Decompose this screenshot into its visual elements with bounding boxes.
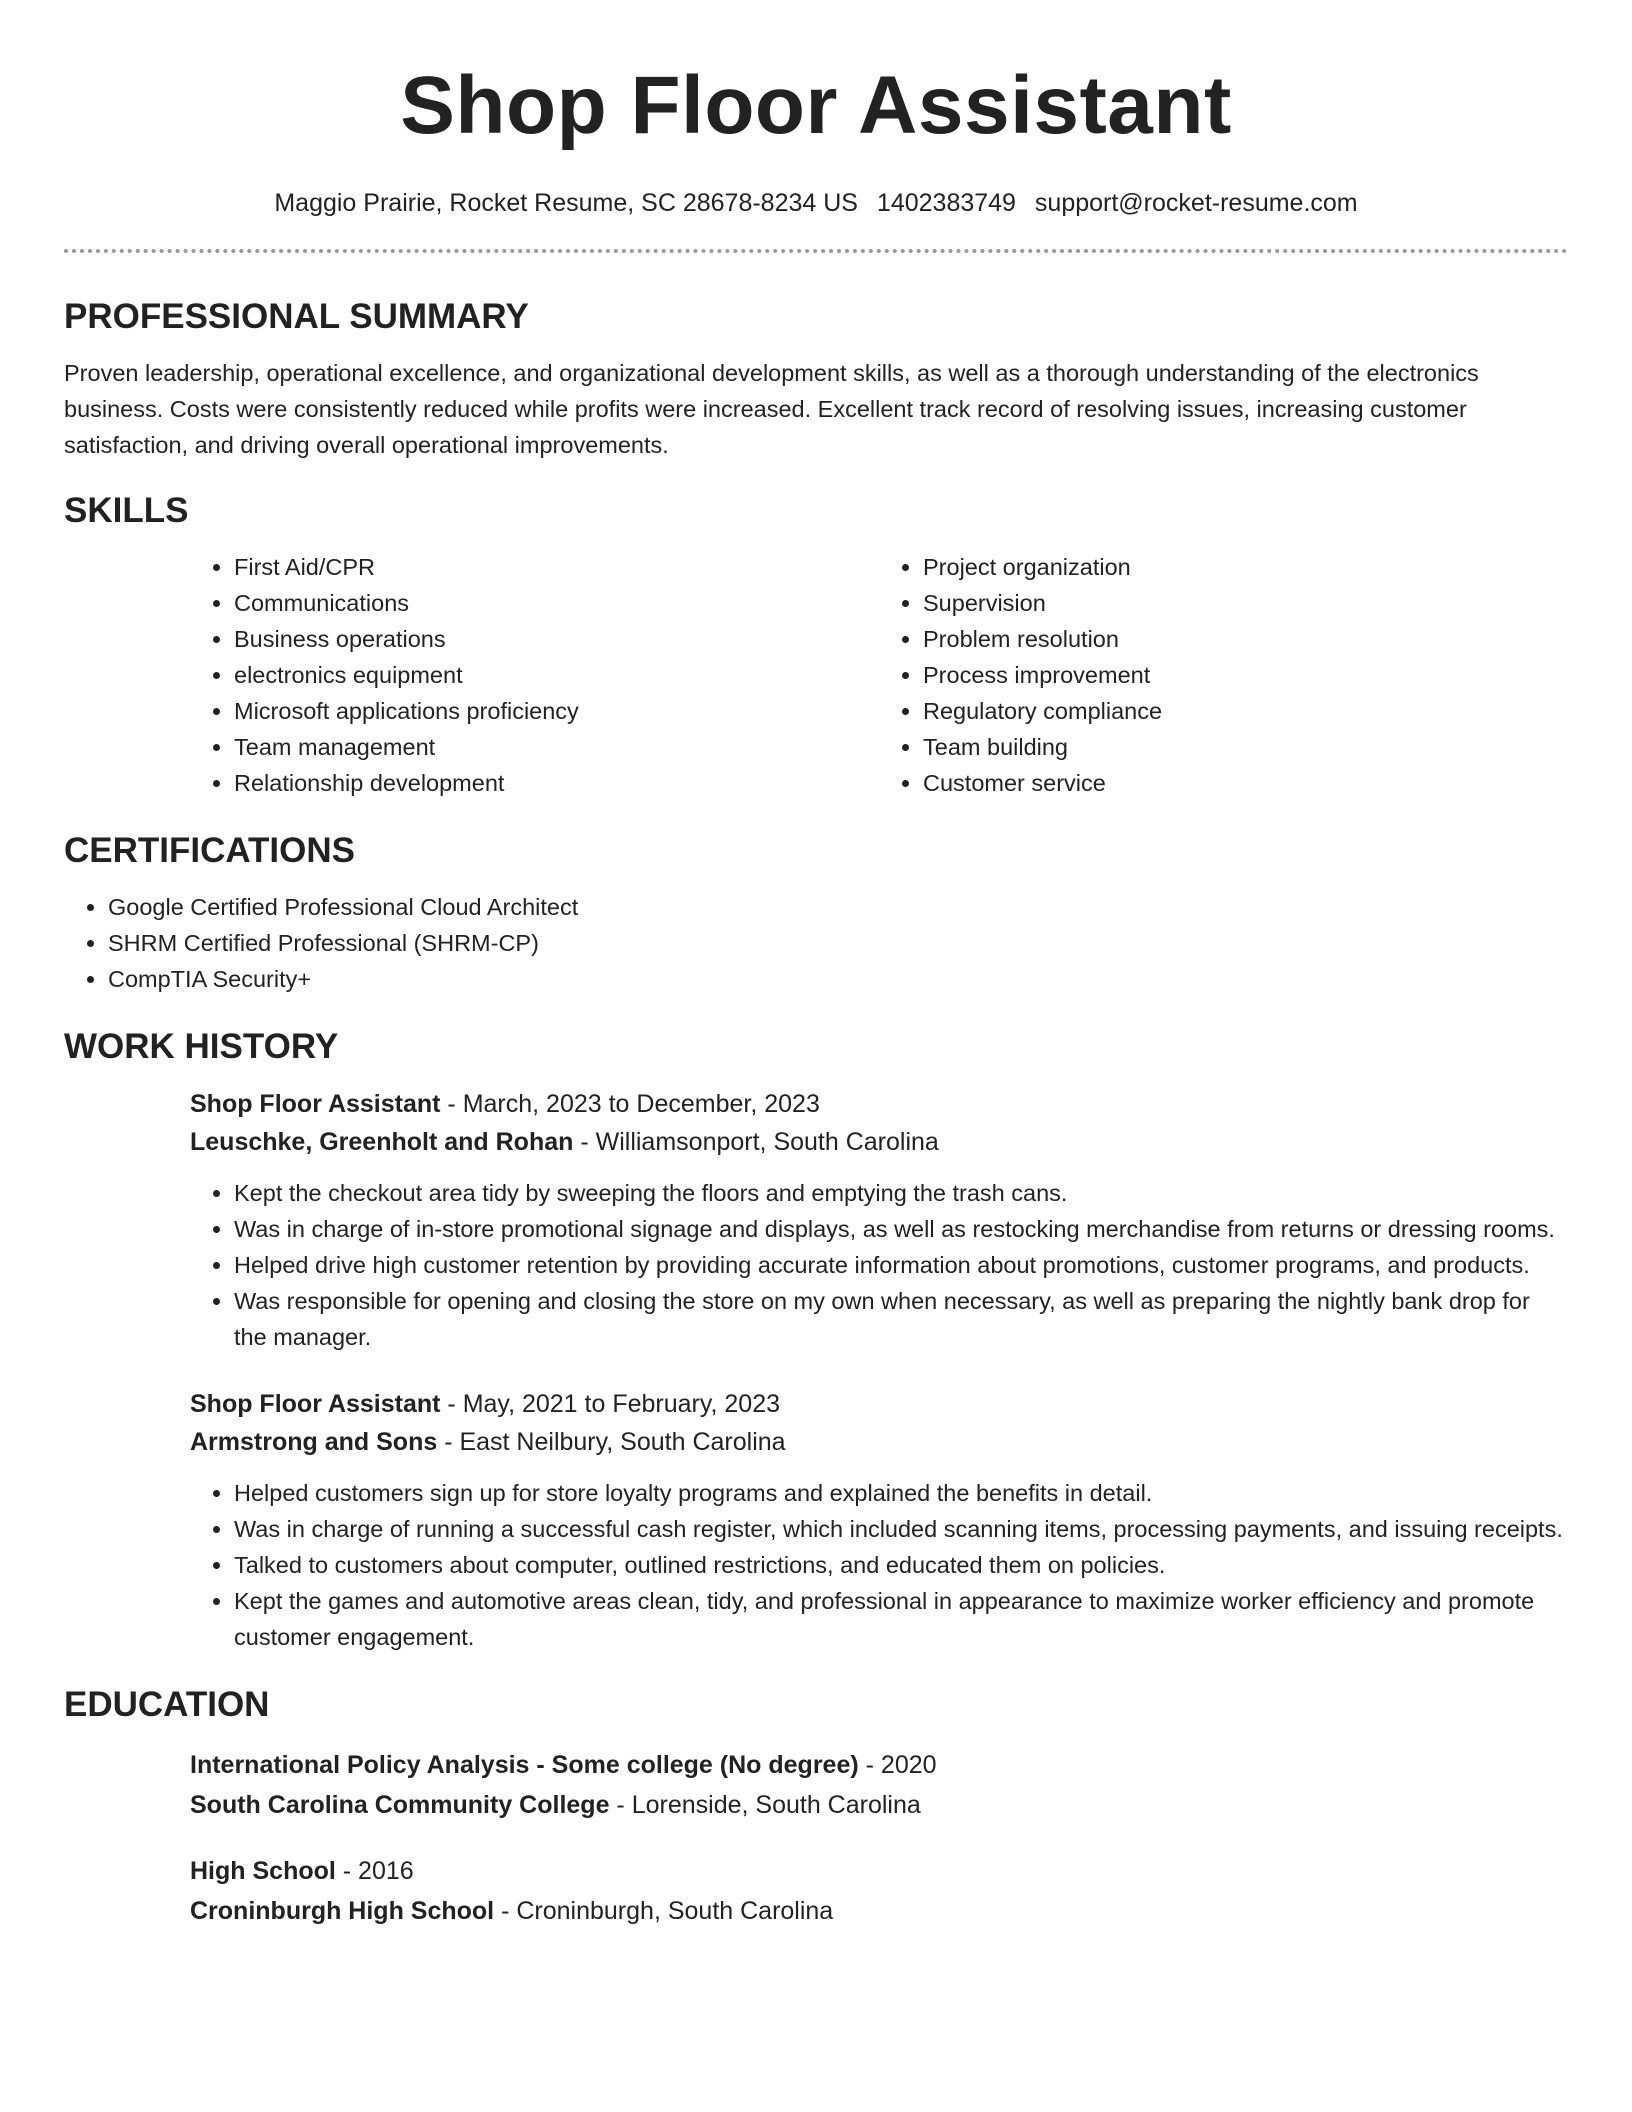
job-location: - East Neilbury, South Carolina <box>437 1428 786 1456</box>
job-bullet: • Was in charge of in-store promotional signage and displays, as well as restocking merchandise from returns or dressing rooms. <box>234 1211 1568 1247</box>
job-entry-2 <box>190 1385 1568 1655</box>
skill-item: • Regulatory compliance <box>923 693 1568 729</box>
job-company-line <box>190 1423 1568 1461</box>
summary-heading: PROFESSIONAL SUMMARY <box>64 297 529 336</box>
certification-item: • CompTIA Security+ <box>108 961 1568 997</box>
certifications-list <box>64 889 1568 997</box>
job-bullet: • Was responsible for opening and closing the store on my own when necessary, as well as preparing the nightly bank drop for the manager. <box>234 1283 1568 1355</box>
certification-item: • SHRM Certified Professional (SHRM-CP) <box>108 925 1568 961</box>
work-history-heading: WORK HISTORY <box>64 1027 339 1066</box>
certifications-heading: CERTIFICATIONS <box>64 831 356 870</box>
skill-item: • Microsoft applications proficiency <box>234 693 879 729</box>
job-entry-1 <box>190 1085 1568 1355</box>
job-bullet: • Kept the games and automotive areas clean, tidy, and professional in appearance to maximize worker efficiency and promote customer engagement. <box>234 1583 1568 1655</box>
job-bullets <box>190 1475 1568 1655</box>
job-role: Shop Floor Assistant <box>190 1090 441 1118</box>
skills-column-left <box>190 549 879 801</box>
skill-item: • Business operations <box>234 621 879 657</box>
education-entry-2 <box>190 1851 1568 1931</box>
skill-item: • Team building <box>923 729 1568 765</box>
education-heading: EDUCATION <box>64 1685 270 1724</box>
job-company: Leuschke, Greenholt and Rohan <box>190 1128 574 1156</box>
job-dates: - March, 2023 to December, 2023 <box>440 1090 820 1118</box>
job-bullet: • Was in charge of running a successful cash register, which included scanning items, processing payments, and issuing receipts. <box>234 1511 1568 1547</box>
skills-column-right <box>879 549 1568 801</box>
job-role: Shop Floor Assistant <box>190 1390 441 1418</box>
education-year: - 2016 <box>335 1857 414 1885</box>
job-dates: - May, 2021 to February, 2023 <box>440 1390 781 1418</box>
skill-item: • Project organization <box>923 549 1568 585</box>
job-company: Armstrong and Sons <box>190 1428 438 1456</box>
header-divider <box>64 249 1568 253</box>
skill-item: • Process improvement <box>923 657 1568 693</box>
education-location: - Croninburgh, South Carolina <box>494 1897 834 1925</box>
education-year: - 2020 <box>858 1751 937 1779</box>
job-company-line <box>190 1123 1568 1161</box>
job-bullet: • Kept the checkout area tidy by sweeping the floors and emptying the trash cans. <box>234 1175 1568 1211</box>
education-entry-1 <box>190 1745 1568 1825</box>
job-bullet: • Talked to customers about computer, outlined restrictions, and educated them on policies. <box>234 1547 1568 1583</box>
job-bullet: • Helped customers sign up for store loyalty programs and explained the benefits in detail. <box>234 1475 1568 1511</box>
education-location: - Lorenside, South Carolina <box>609 1791 921 1819</box>
skill-item: • Problem resolution <box>923 621 1568 657</box>
contact-phone: 1402383749 <box>876 189 1016 217</box>
skills-heading: SKILLS <box>64 491 189 530</box>
contact-line <box>64 188 1568 218</box>
skill-item: • Relationship development <box>234 765 879 801</box>
job-title-line <box>190 1085 1568 1123</box>
skill-item: • Team management <box>234 729 879 765</box>
education-degree: High School <box>190 1857 336 1885</box>
job-location: - Williamsonport, South Carolina <box>573 1128 939 1156</box>
certification-item: • Google Certified Professional Cloud Architect <box>108 889 1568 925</box>
skill-item: • Communications <box>234 585 879 621</box>
skill-item: • electronics equipment <box>234 657 879 693</box>
education-degree: International Policy Analysis - Some college (No degree) <box>190 1751 859 1779</box>
skill-item: • Supervision <box>923 585 1568 621</box>
summary-text: Proven leadership, operational excellence, and organizational development skills, as well as a thorough understanding of the electronics business. Costs were consistently reduced while profits were increased. Excellent track record of resolving issues, increasing customer satisfaction, and driving overall operational improvements. <box>64 360 1479 458</box>
contact-email: support@rocket-resume.com <box>1034 189 1358 217</box>
job-bullet: • Helped drive high customer retention by providing accurate information about promotions, customer programs, and products. <box>234 1247 1568 1283</box>
education-school-line <box>190 1785 1568 1825</box>
skill-item: • First Aid/CPR <box>234 549 879 585</box>
education-degree-line <box>190 1745 1568 1785</box>
education-school: Croninburgh High School <box>190 1897 495 1925</box>
contact-address: Maggio Prairie, Rocket Resume, SC 28678-8234 US <box>274 189 858 217</box>
job-title-line <box>190 1385 1568 1423</box>
education-school: South Carolina Community College <box>190 1791 610 1819</box>
job-bullets <box>190 1175 1568 1355</box>
skills-list <box>190 549 1568 801</box>
candidate-name: Shop Floor Assistant <box>400 60 1232 151</box>
education-degree-line <box>190 1851 1568 1891</box>
skill-item: • Customer service <box>923 765 1568 801</box>
education-school-line <box>190 1891 1568 1931</box>
